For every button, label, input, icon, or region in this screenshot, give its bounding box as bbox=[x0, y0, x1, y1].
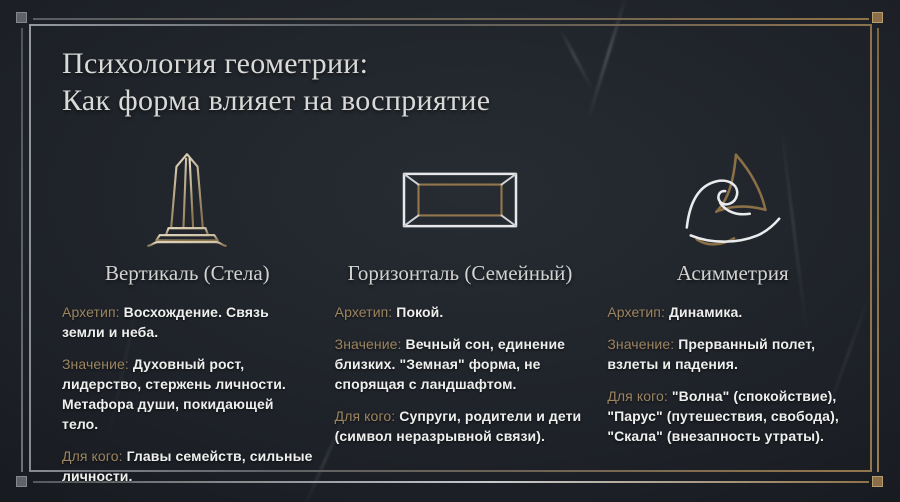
wave-and-sail-icon bbox=[607, 147, 858, 253]
archetype-label: Архетип: bbox=[607, 304, 665, 320]
archetype-text: Покой. bbox=[396, 304, 444, 320]
title-line-1: Психология геометрии: bbox=[62, 47, 369, 80]
meaning-label: Значение: bbox=[607, 336, 675, 352]
for-whom-label: Для кого: bbox=[334, 408, 396, 424]
obelisk-icon bbox=[62, 147, 313, 253]
archetype-text: Восхождение. Связь земли и неба. bbox=[62, 304, 269, 340]
meaning-entry bbox=[62, 354, 313, 434]
for-whom-text: Главы семейств, сильные личности. bbox=[62, 448, 313, 484]
meaning-label: Значение: bbox=[62, 356, 129, 372]
archetype-entry bbox=[335, 302, 586, 322]
for-whom-text: "Волна" (спокойствие), "Парус" (путешествия, свобода), "Скала" (внезапность утраты). bbox=[607, 388, 839, 444]
archetype-label: Архетип: bbox=[334, 304, 393, 320]
for-whom-entry bbox=[62, 446, 313, 486]
page-title bbox=[62, 45, 490, 119]
meaning-text: Вечный сон, единение близких. "Земная" форма, не спорящая с ландшафтом. bbox=[334, 336, 566, 392]
column-heading: Вертикаль (Стела) bbox=[104, 261, 270, 285]
column-vertical-stele bbox=[62, 147, 313, 486]
frame-outer-line-right bbox=[877, 28, 879, 472]
for-whom-label: Для кого: bbox=[62, 448, 123, 464]
framed-rectangle-icon bbox=[335, 147, 586, 253]
for-whom-text: Супруги, родители и дети (символ неразрывной связи). bbox=[334, 408, 582, 444]
frame-outer-line-left bbox=[21, 28, 23, 472]
for-whom-entry bbox=[335, 406, 586, 446]
frame-corner-square-bottom-left bbox=[16, 476, 27, 487]
for-whom-label: Для кого: bbox=[607, 388, 668, 404]
meaning-text: Прерванный полет, взлеты и падения. bbox=[607, 336, 816, 372]
frame-corner-square-top-right bbox=[872, 12, 883, 23]
frame-corner-square-bottom-right bbox=[872, 476, 883, 487]
meaning-label: Значение: bbox=[334, 336, 402, 352]
column-heading: Горизонталь (Семейный) bbox=[347, 261, 573, 285]
meaning-text: Духовный рост, лидерство, стержень личности. Метафора души, покидающей тело. bbox=[62, 356, 286, 432]
title-line-2: Как форма влияет на восприятие bbox=[62, 84, 491, 117]
column-heading: Асимметрия bbox=[676, 261, 789, 285]
archetype-label: Архетип: bbox=[62, 304, 120, 320]
archetype-text: Динамика. bbox=[668, 304, 743, 320]
column-horizontal-family bbox=[335, 147, 586, 486]
for-whom-entry bbox=[607, 386, 858, 446]
archetype-entry bbox=[62, 302, 313, 342]
meaning-entry bbox=[335, 334, 586, 394]
frame-corner-square-top-left bbox=[16, 12, 27, 23]
meaning-entry bbox=[607, 334, 858, 374]
archetype-entry bbox=[607, 302, 858, 322]
column-asymmetry bbox=[607, 147, 858, 486]
frame-outer-line-top bbox=[33, 18, 869, 20]
columns-grid bbox=[62, 147, 858, 486]
